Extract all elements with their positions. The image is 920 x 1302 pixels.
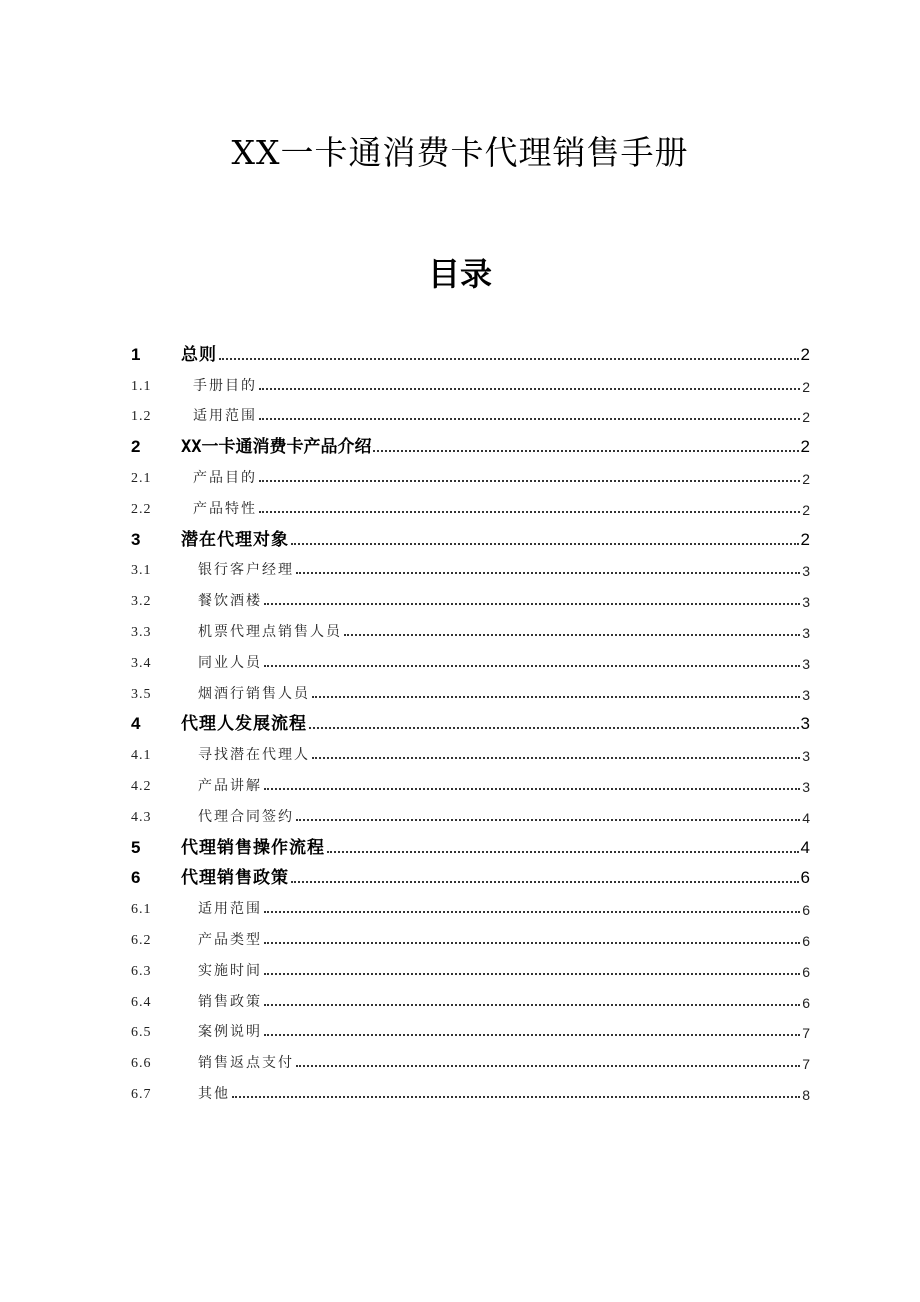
toc-entry-number: 3.3 bbox=[131, 624, 152, 640]
toc-entry-label: 代理人发展流程 bbox=[181, 714, 307, 735]
toc-entry-number: 3.2 bbox=[131, 594, 152, 610]
toc-entry-page: 3 bbox=[800, 714, 810, 734]
toc-entry[interactable] bbox=[131, 676, 810, 707]
toc-entry[interactable] bbox=[131, 583, 810, 614]
toc-entry-number: 1.2 bbox=[131, 409, 152, 425]
toc-entry-page: 6 bbox=[802, 963, 810, 980]
toc-dot-leader bbox=[259, 480, 800, 482]
toc-entry[interactable] bbox=[131, 799, 810, 830]
toc-dot-leader bbox=[291, 543, 799, 545]
toc-entry-label: 寻找潜在代理人 bbox=[198, 747, 310, 764]
toc-entry-number: 6.4 bbox=[131, 994, 152, 1010]
toc-entry-page: 3 bbox=[802, 686, 810, 703]
toc-entry-page: 8 bbox=[802, 1086, 810, 1103]
toc-entry-label: 销售返点支付 bbox=[198, 1055, 294, 1072]
toc-dot-leader bbox=[344, 634, 800, 636]
toc-entry-label: 手册目的 bbox=[193, 377, 257, 394]
document-title: XX一卡通消费卡代理销售手册 bbox=[231, 133, 689, 172]
toc-entry-number: 3.4 bbox=[131, 655, 152, 671]
toc-entry[interactable] bbox=[131, 614, 810, 645]
toc-entry[interactable] bbox=[131, 830, 810, 861]
toc-dot-leader bbox=[327, 851, 799, 853]
toc-heading: 目录 bbox=[427, 255, 492, 293]
toc-entry-number: 6.5 bbox=[131, 1025, 152, 1041]
toc-entry-number: 6.7 bbox=[131, 1086, 152, 1102]
toc-entry-label: 银行客户经理 bbox=[198, 562, 294, 579]
toc-entry-label: 产品特性 bbox=[193, 500, 257, 517]
toc-entry[interactable] bbox=[131, 922, 810, 953]
toc-entry[interactable] bbox=[131, 491, 810, 522]
toc-entry-page: 2 bbox=[802, 409, 810, 426]
toc-entry[interactable] bbox=[131, 645, 810, 676]
toc-entry-page: 3 bbox=[802, 563, 810, 580]
toc-entry-number: 2 bbox=[131, 437, 141, 457]
toc-entry[interactable] bbox=[131, 460, 810, 491]
toc-entry[interactable] bbox=[131, 1076, 810, 1107]
toc-dot-leader bbox=[259, 511, 800, 513]
toc-dot-leader bbox=[232, 1096, 800, 1098]
toc-dot-leader bbox=[264, 973, 800, 975]
table-of-contents bbox=[131, 337, 810, 1107]
toc-entry[interactable] bbox=[131, 368, 810, 399]
toc-dot-leader bbox=[264, 788, 800, 790]
toc-entry-number: 6.2 bbox=[131, 932, 152, 948]
toc-entry-page: 2 bbox=[802, 501, 810, 518]
toc-entry-number: 4 bbox=[131, 714, 141, 734]
toc-entry-number: 4.2 bbox=[131, 778, 152, 794]
toc-entry-number: 6.1 bbox=[131, 902, 152, 918]
toc-entry[interactable] bbox=[131, 707, 810, 738]
toc-entry-number: 1 bbox=[131, 344, 141, 364]
toc-entry[interactable] bbox=[131, 737, 810, 768]
toc-dot-leader bbox=[296, 1065, 800, 1067]
toc-entry-page: 3 bbox=[802, 624, 810, 641]
toc-entry-page: 2 bbox=[800, 437, 810, 457]
toc-entry-page: 6 bbox=[802, 932, 810, 949]
toc-entry-page: 2 bbox=[802, 470, 810, 487]
toc-entry-number: 6.6 bbox=[131, 1056, 152, 1072]
toc-dot-leader bbox=[259, 388, 800, 390]
toc-entry-page: 6 bbox=[802, 902, 810, 919]
toc-dot-leader bbox=[264, 603, 800, 605]
toc-entry-page: 3 bbox=[802, 778, 810, 795]
toc-entry-label: 餐饮酒楼 bbox=[198, 593, 262, 610]
toc-dot-leader bbox=[259, 418, 800, 420]
toc-entry-page: 7 bbox=[802, 1025, 810, 1042]
toc-dot-leader bbox=[264, 911, 800, 913]
toc-entry[interactable] bbox=[131, 1045, 810, 1076]
toc-entry[interactable] bbox=[131, 522, 810, 553]
toc-dot-leader bbox=[264, 1034, 800, 1036]
toc-entry-number: 2.1 bbox=[131, 470, 152, 486]
toc-entry-label: 机票代理点销售人员 bbox=[198, 623, 342, 640]
toc-entry-number: 6 bbox=[131, 868, 141, 888]
toc-entry-label: 代理销售政策 bbox=[181, 868, 289, 889]
toc-entry-number: 4.1 bbox=[131, 748, 152, 764]
toc-entry[interactable] bbox=[131, 768, 810, 799]
toc-dot-leader bbox=[296, 572, 800, 574]
toc-entry-page: 6 bbox=[802, 994, 810, 1011]
toc-dot-leader bbox=[296, 819, 800, 821]
toc-entry-label: 其他 bbox=[198, 1085, 230, 1102]
toc-entry-page: 7 bbox=[802, 1056, 810, 1073]
toc-entry-label: 案例说明 bbox=[198, 1024, 262, 1041]
toc-entry-label: 代理合同签约 bbox=[198, 808, 294, 825]
toc-entry[interactable] bbox=[131, 984, 810, 1015]
toc-entry-label: 实施时间 bbox=[198, 962, 262, 979]
toc-entry-number: 4.3 bbox=[131, 809, 152, 825]
toc-entry-number: 3 bbox=[131, 529, 141, 549]
toc-entry-page: 4 bbox=[802, 809, 810, 826]
toc-entry-page: 3 bbox=[802, 594, 810, 611]
toc-entry[interactable] bbox=[131, 953, 810, 984]
toc-dot-leader bbox=[264, 942, 800, 944]
toc-entry[interactable] bbox=[131, 337, 810, 368]
toc-entry-number: 3.1 bbox=[131, 563, 152, 579]
toc-entry-number: 5 bbox=[131, 837, 141, 857]
toc-dot-leader bbox=[264, 665, 800, 667]
toc-entry-number: 3.5 bbox=[131, 686, 152, 702]
toc-entry-label: XX一卡通消费卡产品介绍 bbox=[181, 437, 372, 458]
toc-entry-number: 2.2 bbox=[131, 501, 152, 517]
toc-entry[interactable] bbox=[131, 553, 810, 584]
toc-entry-label: 适用范围 bbox=[198, 901, 262, 918]
toc-entry-label: 产品讲解 bbox=[198, 777, 262, 794]
toc-dot-leader bbox=[291, 881, 799, 883]
toc-dot-leader bbox=[309, 727, 799, 729]
toc-entry[interactable] bbox=[131, 429, 810, 460]
toc-entry-page: 4 bbox=[800, 837, 810, 857]
toc-dot-leader bbox=[264, 1004, 800, 1006]
toc-entry-page: 2 bbox=[802, 378, 810, 395]
toc-entry-label: 适用范围 bbox=[193, 408, 257, 425]
toc-entry[interactable] bbox=[131, 891, 810, 922]
toc-entry-page: 3 bbox=[802, 748, 810, 765]
toc-entry-label: 代理销售操作流程 bbox=[181, 837, 325, 858]
toc-entry-label: 同业人员 bbox=[198, 654, 262, 671]
toc-dot-leader bbox=[219, 358, 799, 360]
toc-entry[interactable] bbox=[131, 1015, 810, 1046]
toc-dot-leader bbox=[312, 757, 800, 759]
toc-dot-leader bbox=[373, 450, 798, 452]
toc-entry-label: 产品类型 bbox=[198, 931, 262, 948]
toc-entry-page: 6 bbox=[800, 868, 810, 888]
toc-entry-label: 总则 bbox=[181, 344, 217, 365]
toc-entry-page: 2 bbox=[800, 344, 810, 364]
toc-entry-page: 2 bbox=[800, 529, 810, 549]
toc-entry-page: 3 bbox=[802, 655, 810, 672]
toc-entry-number: 1.1 bbox=[131, 378, 152, 394]
toc-entry-label: 烟酒行销售人员 bbox=[198, 685, 310, 702]
toc-entry-label: 销售政策 bbox=[198, 993, 262, 1010]
toc-entry-number: 6.3 bbox=[131, 963, 152, 979]
toc-entry-label: 产品目的 bbox=[193, 469, 257, 486]
toc-entry[interactable] bbox=[131, 861, 810, 892]
toc-entry[interactable] bbox=[131, 399, 810, 430]
toc-dot-leader bbox=[312, 696, 800, 698]
toc-entry-label: 潜在代理对象 bbox=[181, 529, 289, 550]
